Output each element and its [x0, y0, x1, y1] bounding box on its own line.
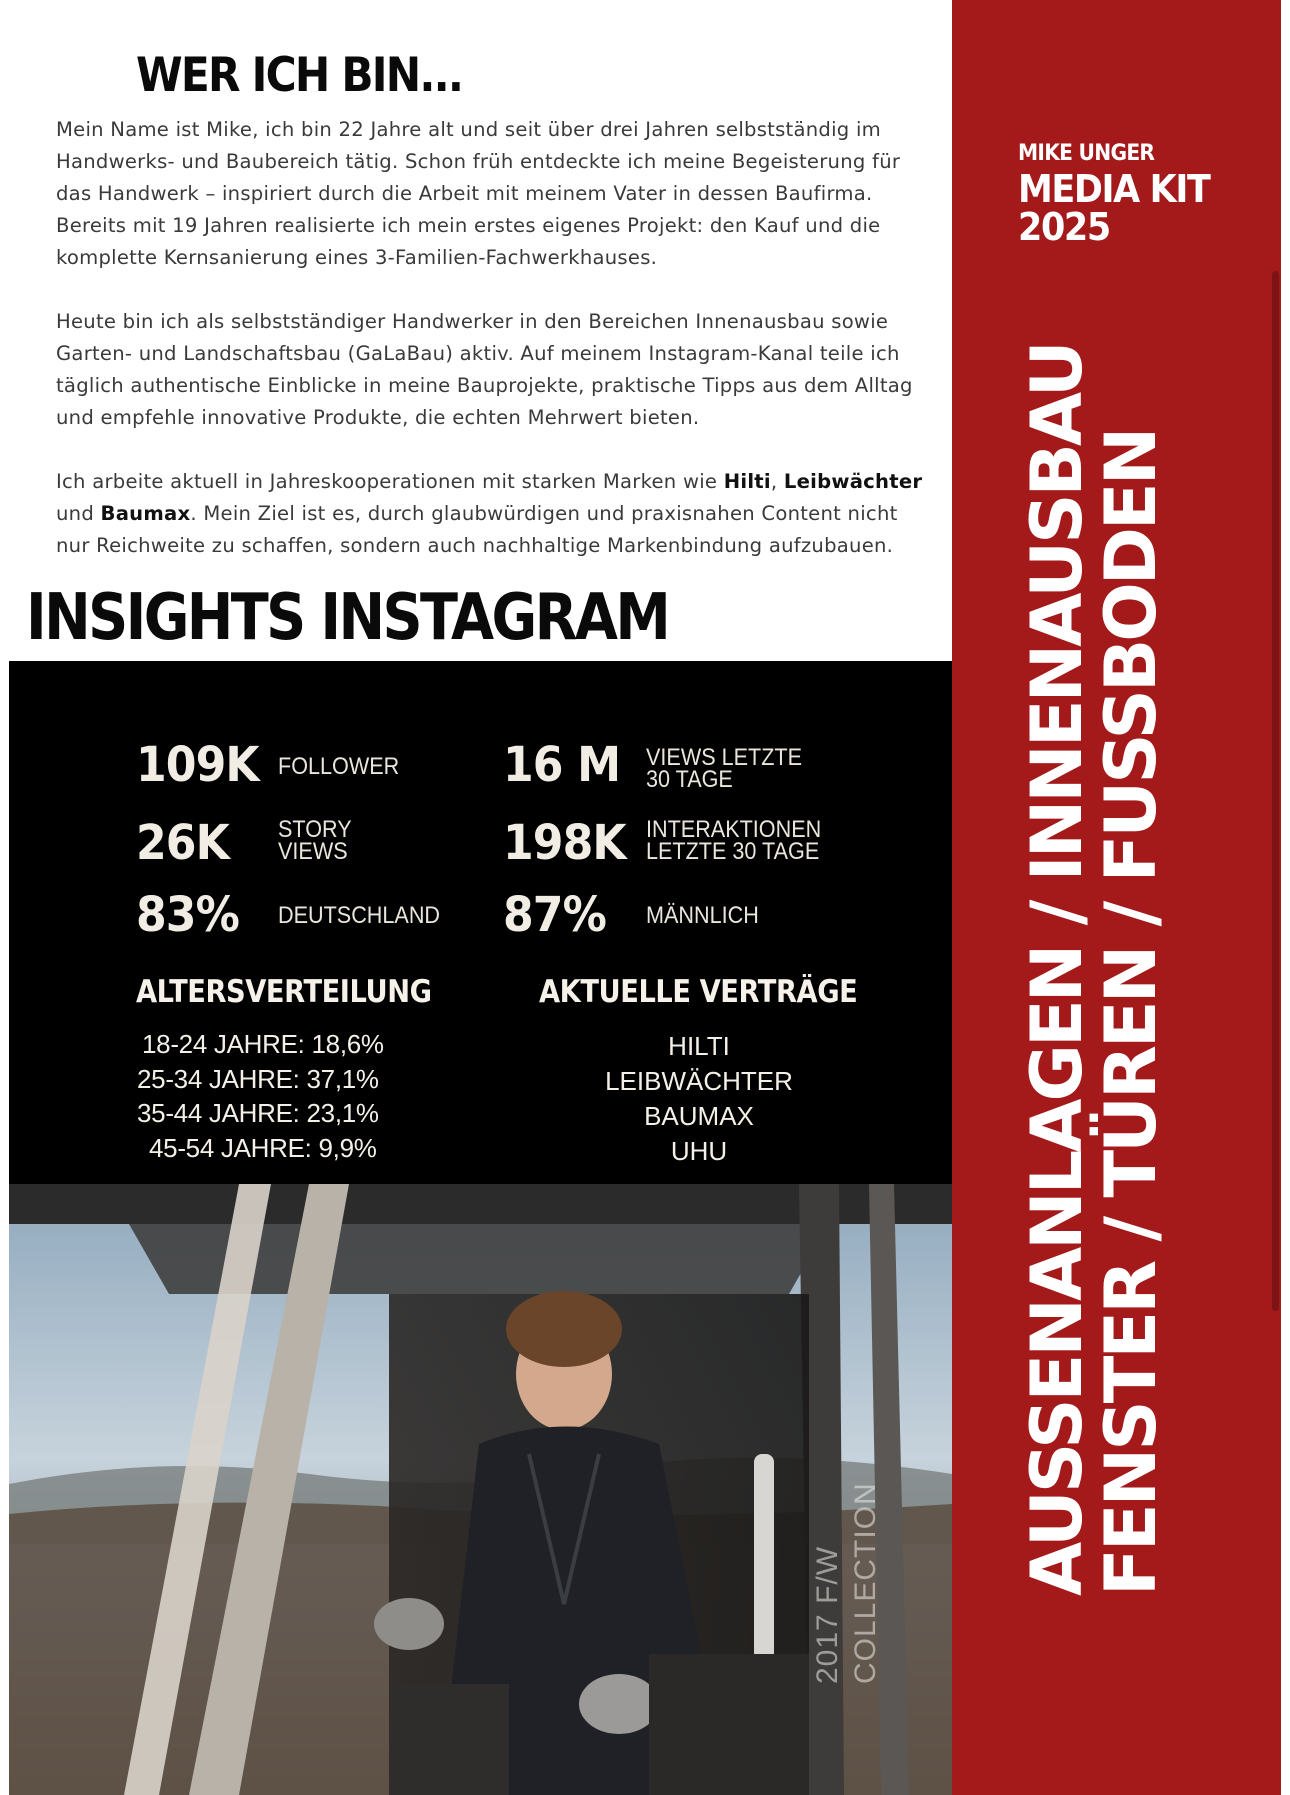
brand-leibwaechter: Leibwächter	[783, 470, 923, 493]
stat-value-male: 87%	[503, 887, 606, 943]
author-name: MIKE UNGER	[1018, 141, 1155, 166]
age-group-item: 25-34 JAHRE: 37,1%	[137, 1063, 379, 1094]
stat-label-male: MÄNNLICH	[646, 902, 759, 929]
stat-label-interactions-line1: INTERAKTIONEN	[646, 816, 822, 843]
red-sidebar	[952, 0, 1281, 1795]
separator: ,	[770, 470, 784, 493]
stats-panel	[9, 661, 952, 1184]
intro-heading: WER ICH BIN...	[136, 48, 463, 103]
contracts-heading: AKTUELLE VERTRÄGE	[539, 974, 858, 1010]
stat-label-followers: FOLLOWER	[278, 753, 400, 780]
stat-label-germany: DEUTSCHLAND	[278, 902, 441, 929]
contract-item: BAUMAX	[644, 1101, 754, 1131]
intro-text	[56, 114, 931, 594]
age-group-item: 35-44 JAHRE: 23,1%	[137, 1098, 379, 1128]
left-column	[9, 0, 952, 1795]
excavator-photo	[9, 1184, 952, 1795]
photo-caption-line1: 2017 F/W	[811, 1545, 844, 1684]
contracts-list	[569, 1029, 829, 1169]
media-kit-title-line1: MEDIA KIT	[1018, 167, 1210, 211]
stat-label-views-line1: VIEWS LETZTE	[646, 744, 803, 771]
intro-paragraph-2: Heute bin ich als selbstständiger Handwerker in den Bereichen Innenausbau sowie Garten- und Landschaftsbau (GaLaBau) aktiv. Auf meinem Instagram-Kanal teile ich täglich authentische Einblicke in meine Bauprojekte, praktische Tipps aus dem Alltag und empfehle innovative Produkte, die echten Mehrwert bieten.	[56, 310, 913, 429]
media-kit-title	[1018, 167, 1210, 249]
conjunction: und	[56, 502, 101, 525]
intro-paragraph-3	[56, 466, 931, 562]
contract-item: UHU	[670, 1136, 728, 1166]
page-margin	[1281, 0, 1290, 1795]
media-kit-year: 2025	[1018, 205, 1110, 249]
age-group-item: 18-24 JAHRE: 18,6%	[142, 1029, 384, 1059]
insights-heading: INSIGHTS INSTAGRAM	[26, 581, 669, 655]
photo-caption-line2: COLLECTION	[849, 1482, 882, 1684]
brand-hilti: Hilti	[723, 470, 771, 493]
stat-value-interactions: 198K	[503, 815, 626, 871]
stat-value-germany: 83%	[136, 887, 239, 943]
contract-item: HILTI	[668, 1031, 730, 1061]
age-group-item: 45-54 JAHRE: 9,9%	[149, 1132, 377, 1163]
paragraph-text: Ich arbeite aktuell in Jahreskooperationen mit starken Marken wie	[56, 470, 724, 493]
stat-label-story-views	[278, 816, 352, 865]
stat-label-story-line2: VIEWS	[278, 838, 348, 865]
stat-label-interactions	[646, 816, 822, 865]
stat-value-views: 16 M	[503, 737, 621, 793]
stat-label-views	[646, 744, 803, 793]
stat-value-story-views: 26K	[136, 815, 229, 871]
stat-label-interactions-line2: LETZTE 30 TAGE	[646, 838, 820, 865]
scrollbar[interactable]	[1272, 271, 1279, 1311]
services-vertical-text	[1016, 343, 1172, 1596]
photo-caption	[809, 1482, 885, 1684]
contract-item: LEIBWÄCHTER	[605, 1066, 793, 1096]
brand-baumax: Baumax	[100, 502, 191, 525]
stat-label-story-line1: STORY	[278, 816, 352, 843]
stat-label-views-line2: 30 TAGE	[646, 766, 733, 793]
intro-paragraph-1: Mein Name ist Mike, ich bin 22 Jahre alt und seit über drei Jahren selbstständig im Handwerks- und Baubereich tätig. Schon früh entdeckte ich meine Begeisterung für das Handwerk – inspiriert durch die Arbeit mit meinem Vater in dessen Baufirma. Bereits mit 19 Jahren realisierte ich mein erstes eigenes Projekt: den Kauf und die komplette Kernsanierung eines 3-Familien-Fachwerkhauses.	[56, 118, 901, 269]
paragraph-text: . Mein Ziel ist es, durch glaubwürdigen und praxisnahen Content nicht nur Reichweite zu schaffen, sondern auch nachhaltige Markenbindung aufzubauen.	[56, 502, 898, 557]
age-distribution-heading: ALTERSVERTEILUNG	[136, 974, 432, 1010]
services-line-1: AUSSENANLAGEN / INNENAUSBAU	[1016, 343, 1098, 1596]
age-distribution-list	[137, 1027, 437, 1165]
stat-value-followers: 109K	[136, 737, 259, 793]
services-line-2: FENSTER / TÜREN / FUSSBODEN	[1090, 429, 1172, 1596]
